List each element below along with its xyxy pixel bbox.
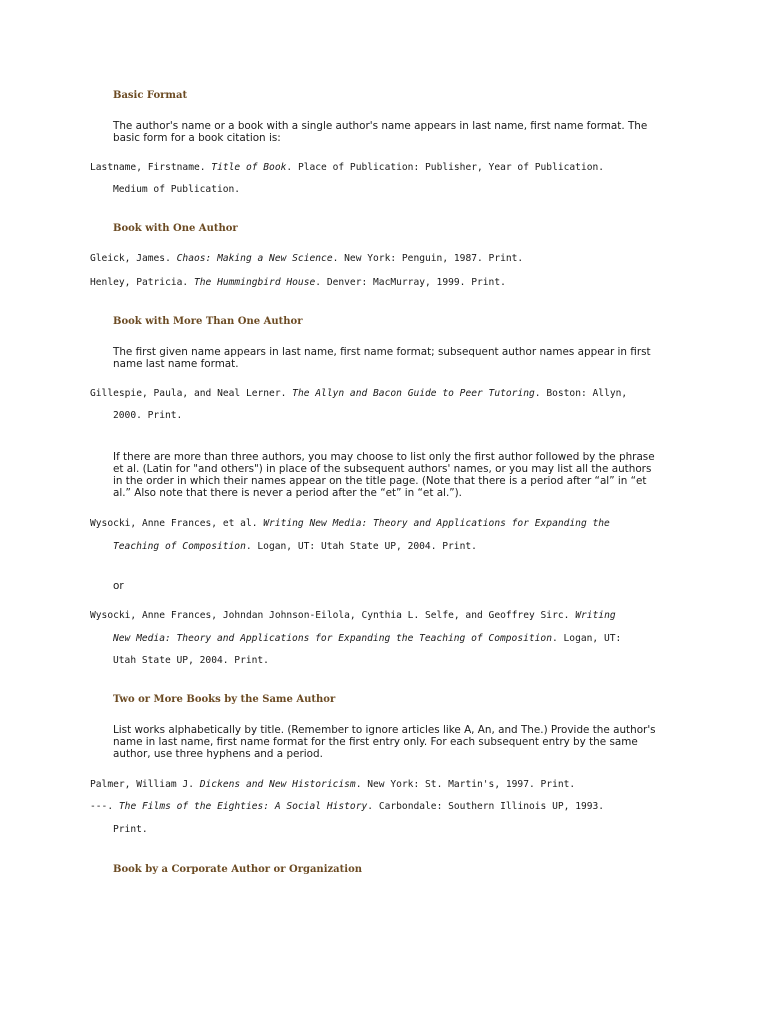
citation-gleick: Gleick, James. Chaos: Making a New Science. New York: Penguin, 1987. Print. xyxy=(90,253,524,264)
citation-basic-form-continued: Medium of Publication. xyxy=(113,184,241,195)
citation-wysocki-full-continued-1: New Media: Theory and Applications for Expanding the Teaching of Composition. Logan, UT: xyxy=(113,633,622,644)
paragraph-same-author: List works alphabetically by title. (Remember to ignore articles like A, An, and The.) Provide the author's name in last name, first name format for the first entry only. For each subsequent entry by the same author, use three hyphens and a period. xyxy=(113,724,656,760)
citation-palmer-2: ---. The Films of the Eighties: A Social History. Carbondale: Southern Illinois UP, 1993. xyxy=(90,801,605,812)
citation-gillespie-continued: 2000. Print. xyxy=(113,410,183,421)
heading-basic-format: Basic Format xyxy=(113,90,188,101)
paragraph-et-al: If there are more than three authors, you may choose to list only the first author followed by the phrase et al. (Latin for "and others") in place of the subsequent authors' names, or you may list all the authors in the order in which their names appear on the title page. (Note that there is a period after “al” in “et al.” Also note that there is never a period after the “et” in “et al.”). xyxy=(113,451,655,499)
citation-palmer-2-continued: Print. xyxy=(113,824,148,835)
citation-henley: Henley, Patricia. The Hummingbird House. Denver: MacMurray, 1999. Print. xyxy=(90,277,506,288)
paragraph-basic-format: The author's name or a book with a single author's name appears in last name, first name format. The basic form for a book citation is: xyxy=(113,120,648,144)
citation-wysocki-full: Wysocki, Anne Frances, Johndan Johnson-Eilola, Cynthia L. Selfe, and Geoffrey Sirc. Writing xyxy=(90,610,616,621)
citation-wysocki-et-al: Wysocki, Anne Frances, et al. Writing New Media: Theory and Applications for Expanding the xyxy=(90,518,610,529)
citation-basic-form: Lastname, Firstname. Title of Book. Place of Publication: Publisher, Year of Publication. xyxy=(90,162,605,173)
citation-wysocki-et-al-continued: Teaching of Composition. Logan, UT: Utah State UP, 2004. Print. xyxy=(113,541,477,552)
heading-more-than-one-author: Book with More Than One Author xyxy=(113,316,303,327)
paragraph-more-authors: The first given name appears in last name, first name format; subsequent author names appear in first name last name format. xyxy=(113,346,651,370)
heading-corporate-author: Book by a Corporate Author or Organization xyxy=(113,864,363,875)
citation-gillespie: Gillespie, Paula, and Neal Lerner. The Allyn and Bacon Guide to Peer Tutoring. Boston: Allyn, xyxy=(90,388,628,399)
heading-same-author: Two or More Books by the Same Author xyxy=(113,694,336,705)
heading-one-author: Book with One Author xyxy=(113,223,238,234)
or-text: or xyxy=(113,580,124,592)
citation-wysocki-full-continued-2: Utah State UP, 2004. Print. xyxy=(113,655,269,666)
citation-palmer-1: Palmer, William J. Dickens and New Historicism. New York: St. Martin's, 1997. Print. xyxy=(90,779,576,790)
